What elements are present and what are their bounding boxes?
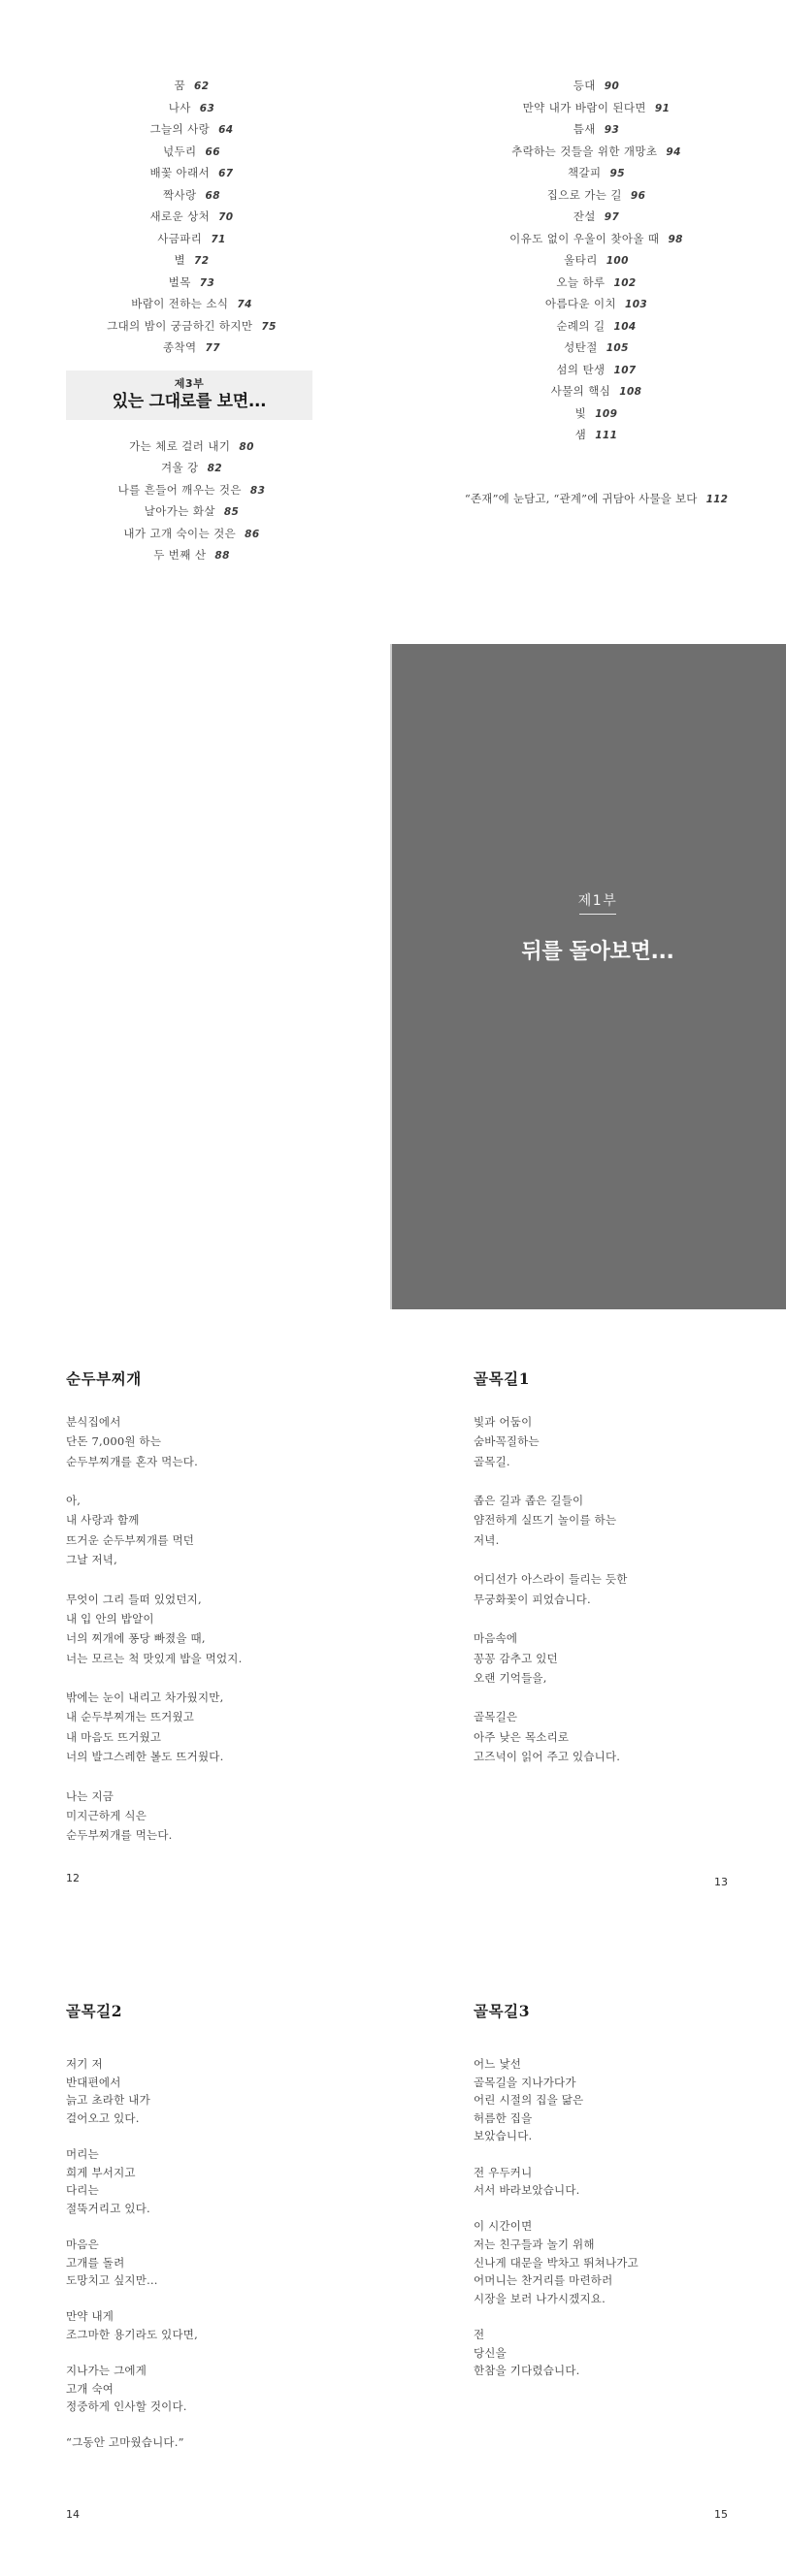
toc-entry-title: 사금파리 (157, 231, 203, 245)
toc-entry (0, 78, 383, 100)
toc-right-list (407, 78, 786, 449)
poem-line: 희게 부서지고 (66, 2165, 136, 2179)
poem-line (474, 1473, 628, 1493)
toc-entry-title: 추락하는 것들을 위한 개망초 (511, 144, 658, 158)
toc-entry-title: 별 (174, 253, 186, 267)
toc-entry-page: 68 (205, 189, 220, 202)
poem-line: 아, (66, 1494, 82, 1508)
toc-entry (0, 547, 383, 569)
toc-entry (0, 209, 383, 231)
toc-column-right (393, 78, 786, 506)
poem-line: 저기 저 (66, 2057, 103, 2071)
poem-title-golmokgil-1: 골목길1 (474, 1369, 531, 1388)
toc-entry-title: 아름다운 이치 (544, 297, 616, 310)
toc-entry (0, 144, 383, 166)
page-number-13: 13 (714, 1876, 728, 1888)
poem-line: 내 마음도 뜨거웠고 (66, 1729, 162, 1744)
toc-entry-title: 등대 (573, 79, 596, 92)
toc-entry-title: 이유도 없이 우울이 찾아올 때 (509, 231, 660, 245)
toc-entry (407, 121, 786, 144)
toc-entry-title: 순례의 길 (556, 318, 606, 333)
toc-entry-title: 사물의 핵심 (550, 384, 611, 398)
poem-line: 마음은 (66, 2237, 99, 2251)
toc-entry (407, 78, 786, 100)
poem-line: 정중하게 인사할 것이다. (66, 2399, 187, 2414)
toc-entry (0, 165, 383, 187)
toc-entry-title: 섬의 탄생 (556, 362, 606, 376)
toc-entry (0, 231, 383, 253)
poem-line: 나는 지금 (66, 1788, 115, 1803)
poem-line: 어머니는 찬거리를 마련하러 (474, 2273, 613, 2288)
toc-entry-page: 67 (218, 168, 234, 179)
toc-entry-page: 73 (199, 276, 215, 289)
toc-left-list-after-section (0, 438, 383, 569)
toc-entry-title: 배꽃 아래서 (149, 166, 211, 179)
toc-left-list (0, 78, 383, 362)
poem-line: 늙고 초라한 내가 (66, 2093, 150, 2108)
toc-entry-title: 바람이 전하는 소식 (131, 297, 229, 310)
poem-line: 시장을 보러 나가시겠지요. (474, 2291, 606, 2305)
toc-entry-page: 97 (604, 211, 620, 223)
toc-entry-title: 꿈 (174, 79, 186, 92)
part1-label: 제1부 (577, 893, 618, 909)
toc-entry (407, 318, 786, 340)
poem-line: 보았습니다. (474, 2129, 533, 2143)
poem-line: 머리는 (66, 2146, 99, 2161)
poem-line: 내 입 안의 밥알이 (66, 1611, 154, 1626)
page-number-15: 15 (714, 2508, 728, 2521)
toc-entry (0, 187, 383, 209)
part1-title: 뒤를 돌아보면... (521, 940, 674, 964)
toc-entry-page: 96 (630, 189, 646, 202)
toc-entry (407, 339, 786, 362)
poem-title-golmokgil-3: 골목길3 (474, 2002, 531, 2020)
poem-line (66, 2291, 198, 2309)
poem-line (474, 2201, 639, 2219)
poem-line: 신나게 대문을 박차고 뛰쳐나가고 (474, 2255, 639, 2270)
poem-line (66, 1768, 242, 1787)
toc-entry-title: 책갈피 (568, 166, 602, 179)
poem-line: 너는 모르는 척 맛있게 밥을 먹었지. (66, 1651, 243, 1665)
toc-entry-title: 나사 (168, 100, 191, 114)
toc-entry-page: 75 (261, 320, 277, 333)
poem-line (474, 1611, 628, 1630)
poem-title-golmokgil-2: 골목길2 (66, 2002, 123, 2020)
poem-line: 서서 바라보았습니다. (474, 2183, 580, 2198)
poem-line: 단돈 7,000원 하는 (66, 1434, 162, 1449)
toc-entry (407, 383, 786, 405)
toc-entry (407, 274, 786, 297)
toc-entry-title: 잔설 (573, 209, 596, 223)
toc-entry-page: 77 (205, 342, 220, 354)
toc-entry (407, 296, 786, 318)
poem-line: 골목길은 (474, 1710, 518, 1724)
poem-line: 고즈넉이 읽어 주고 있습니다. (474, 1750, 621, 1764)
poem-body-golmokgil-2 (66, 2056, 198, 2453)
toc-entry-title: 빛 (574, 405, 587, 420)
toc-entry-title: 그늘의 사랑 (149, 122, 211, 136)
toc-entry (0, 482, 383, 504)
toc-entry-title: 내가 고개 숙이는 것은 (123, 526, 237, 540)
toc-column-left (0, 78, 393, 569)
poem-line: 뜨거운 순두부찌개를 먹던 (66, 1532, 195, 1547)
toc-entry-page: 70 (218, 211, 234, 223)
poem-line: 전 우두커니 (474, 2165, 533, 2179)
poem-line: 도망치고 싶지만… (66, 2273, 158, 2288)
toc-entry-title: 그대의 밤이 궁금하긴 하지만 (107, 318, 253, 333)
toc-entry-title: 벌목 (168, 274, 191, 289)
toc-entry-page: 103 (624, 299, 648, 310)
toc-entry-page: 63 (199, 102, 215, 114)
poem-line: 절뚝거리고 있다. (66, 2201, 150, 2215)
toc-entry (407, 231, 786, 253)
part1-underline-rule (579, 914, 616, 915)
toc-entry-title: 종착역 (163, 340, 197, 354)
toc-entry (407, 427, 786, 449)
toc-entry-page: 86 (245, 528, 260, 540)
part1-title-content (401, 644, 786, 1309)
poem-line: 내 순두부찌개는 뜨거웠고 (66, 1710, 195, 1724)
poem-line: 어린 시절의 집을 닮은 (474, 2093, 584, 2108)
poem-line: 무엇이 그리 들떠 있었던지, (66, 1592, 202, 1606)
toc-entry-page: 74 (237, 299, 252, 310)
toc-entry-page: 94 (666, 145, 681, 158)
poem-line: 걸어오고 있다. (66, 2110, 140, 2125)
toc-entry-page: 108 (619, 386, 642, 398)
toc-entry (407, 187, 786, 209)
toc-entry-page: 62 (194, 80, 210, 92)
toc-epilogue-title: “존재”에 눈담고, “관계”에 귀담아 사물을 보다 (464, 491, 698, 505)
toc-entry-page: 111 (595, 430, 618, 441)
toc-entry (0, 121, 383, 144)
toc-entry-title: 넋두리 (163, 144, 197, 158)
poem-line: 무궁화꽃이 피었습니다. (474, 1592, 591, 1606)
toc-entry-page: 107 (613, 364, 637, 376)
poem-line: 지나가는 그에게 (66, 2364, 147, 2378)
poem-line: 내 사랑과 함께 (66, 1513, 140, 1528)
part1-title-page (390, 644, 786, 1309)
toc-entry (0, 252, 383, 274)
page-number-14: 14 (66, 2508, 80, 2521)
toc-entry-page: 102 (613, 276, 637, 289)
poem-line: 마음속에 (474, 1631, 518, 1646)
poem-line: 저는 친구들과 놀기 위해 (474, 2237, 595, 2251)
toc-entry-title: 두 번째 산 (153, 548, 207, 562)
poem-line (66, 1473, 242, 1493)
toc-entry-page: 71 (211, 233, 226, 245)
poem-line: 순두부찌개를 먹는다. (66, 1828, 173, 1843)
toc-entry-title: 울타리 (564, 253, 598, 267)
toc-entry (0, 526, 383, 548)
toc-entry (0, 460, 383, 482)
toc-entry (407, 209, 786, 231)
poem-line: 반대편에서 (66, 2075, 121, 2089)
toc-entry (407, 165, 786, 187)
poem-line: 고개 숙여 (66, 2381, 115, 2396)
poem-line: 전 (474, 2327, 485, 2341)
poem-line: 다리는 (66, 2183, 99, 2198)
toc-entry-title: 날아가는 화살 (144, 504, 215, 518)
poem-line (66, 1571, 242, 1591)
poem-line (474, 1690, 628, 1709)
poem-line: 아주 낮은 목소리로 (474, 1729, 570, 1744)
toc-entry (407, 100, 786, 122)
toc-entry-page: 100 (606, 255, 629, 267)
poem-line: 이 시간이면 (474, 2219, 533, 2234)
poem-line (66, 2345, 198, 2364)
toc-entry-page: 90 (604, 80, 620, 92)
poem-line: 순두부찌개를 혼자 먹는다. (66, 1454, 198, 1468)
toc-entry-title: 새로운 상처 (149, 209, 211, 223)
toc-entry (0, 339, 383, 362)
toc-entry (0, 503, 383, 526)
toc-entry-title: 틈새 (573, 122, 596, 136)
poem-line: 허름한 집을 (474, 2110, 533, 2125)
toc-entry (0, 100, 383, 122)
toc-entry-title: 오늘 하루 (556, 274, 606, 289)
poem-line: 조그마한 용기라도 있다면, (66, 2327, 198, 2341)
poem-line (474, 2146, 639, 2165)
toc-entry-page: 72 (194, 255, 210, 267)
poem-line: 당신을 (474, 2345, 507, 2360)
poem-line: 만약 내게 (66, 2309, 115, 2324)
toc-entry-page: 83 (249, 484, 266, 497)
poem-body-sundubu-jjigae (66, 1414, 242, 1848)
poem-line (474, 2308, 639, 2327)
section-part-title: 있는 그대로를 보면... (112, 391, 267, 411)
poem-line (66, 1670, 242, 1690)
toc-entry-title: 집으로 가는 길 (546, 187, 622, 202)
poem-line: 꽁꽁 감추고 있던 (474, 1651, 558, 1665)
toc-entry-page: 93 (604, 124, 620, 136)
toc-entry (0, 274, 383, 297)
poem-line: 너의 찌개에 퐁당 빠졌을 때, (66, 1631, 206, 1646)
poem-line: 그날 저녁, (66, 1553, 117, 1567)
toc-entry-title: 겨울 강 (160, 461, 199, 474)
toc-entry (407, 144, 786, 166)
toc-entry-page: 98 (668, 233, 683, 245)
toc-entry-page: 66 (205, 145, 220, 158)
poem-line (66, 2128, 198, 2146)
poem-line: “그동안 고마웠습니다.” (66, 2435, 184, 2450)
toc-entry (0, 296, 383, 318)
section-divider-part3 (66, 370, 312, 420)
toc-entry-page: 88 (214, 550, 230, 562)
poem-line: 어느 낯선 (474, 2057, 522, 2071)
section-part-label: 제3부 (174, 376, 205, 390)
poem-line: 골목길. (474, 1454, 510, 1468)
toc-entry (0, 318, 383, 340)
poem-line: 너의 발그스레한 볼도 뜨거웠다. (66, 1750, 224, 1764)
poem-line: 한참을 기다렸습니다. (474, 2364, 580, 2378)
toc-epilogue-entry (407, 491, 786, 506)
poem-title-sundubu-jjigae: 순두부찌개 (66, 1369, 142, 1388)
toc-entry (407, 252, 786, 274)
poem-line: 어디선가 아스라이 들리는 듯한 (474, 1572, 628, 1587)
toc-entry (0, 438, 383, 461)
toc-entry-page: 105 (606, 342, 629, 354)
poem-line: 좁은 길과 좁은 길들이 (474, 1494, 584, 1508)
poem-line (66, 2417, 198, 2435)
poem-body-golmokgil-1 (474, 1414, 628, 1768)
poem-body-golmokgil-3 (474, 2056, 639, 2381)
poem-line: 분식집에서 (66, 1415, 121, 1429)
poem-line: 빛과 어둠이 (474, 1415, 533, 1429)
toc-entry-page: 104 (613, 320, 637, 333)
poem-line: 고개를 돌려 (66, 2255, 125, 2270)
toc-entry-title: 짝사랑 (163, 187, 197, 202)
toc-entry-title: 샘 (574, 428, 587, 441)
toc-entry-page: 95 (609, 168, 625, 179)
toc-entry-title: 가는 체로 걸러 내기 (129, 438, 231, 453)
toc-epilogue-page: 112 (705, 493, 729, 505)
poem-line: 오랜 기억들을, (474, 1670, 547, 1685)
poem-line: 저녁. (474, 1532, 500, 1547)
poem-line (474, 1552, 628, 1571)
toc-entry-page: 91 (654, 102, 671, 114)
poem-line: 숨바꼭질하는 (474, 1434, 540, 1449)
toc-entry-page: 82 (207, 463, 222, 474)
toc-entry-title: 나를 흔들어 깨우는 것은 (117, 482, 242, 497)
toc-entry-page: 80 (239, 440, 254, 453)
toc-entry-title: 만약 내가 바람이 된다면 (522, 100, 646, 114)
toc-entry-page: 109 (595, 407, 618, 420)
page-number-12: 12 (66, 1872, 80, 1884)
toc-entry (407, 405, 786, 428)
toc-entry-title: 성탄절 (564, 340, 598, 354)
toc-entry-page: 64 (218, 124, 234, 136)
poem-line: 얌전하게 실뜨기 놀이를 하는 (474, 1513, 617, 1528)
toc-entry-page: 85 (223, 506, 240, 518)
poem-line (66, 2218, 198, 2237)
poem-line: 미지근하게 식은 (66, 1808, 147, 1822)
poem-line: 골목길을 지나가다가 (474, 2075, 576, 2089)
toc-entry (407, 362, 786, 384)
poem-line: 밖에는 눈이 내리고 차가웠지만, (66, 1690, 224, 1705)
